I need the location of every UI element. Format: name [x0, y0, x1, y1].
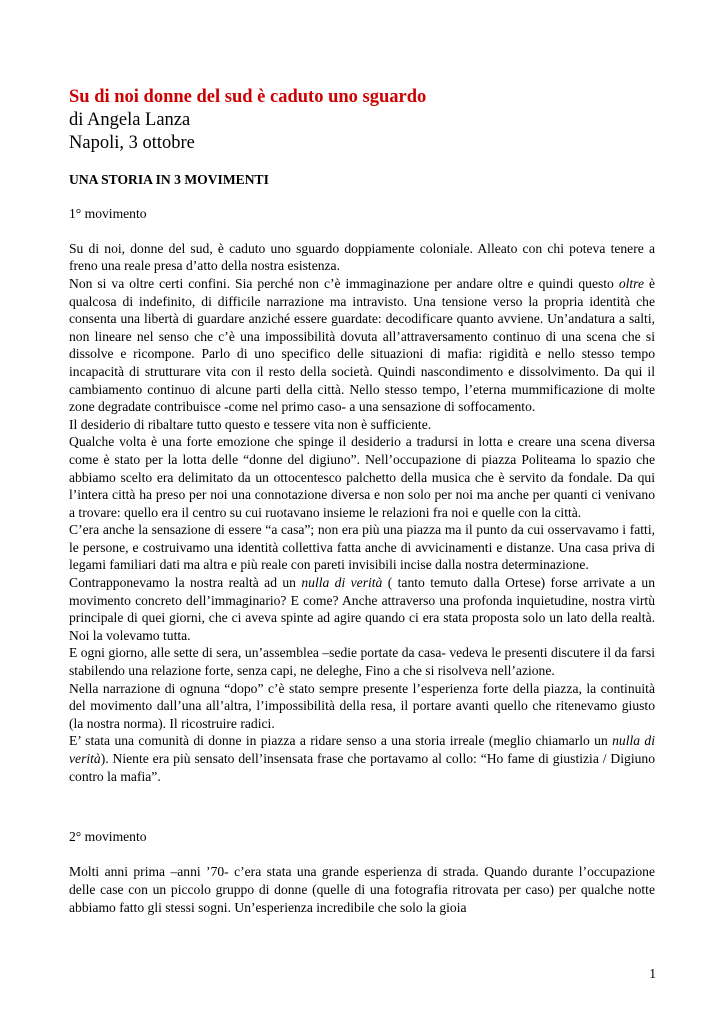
movement-2-heading: 2° movimento: [69, 829, 147, 845]
paragraph: C’era anche la sensazione di essere “a casa”; non era più una piazza ma il punto da cui osservavamo i fatti, le persone, e costruivamo una identità collettiva fatta anche di avvicinamenti e distanze. Una casa priva di legami familiari dati ma altra e più reale con pareti invisibili incise dalla nostra determinazione.: [69, 522, 655, 573]
paragraph: Il desiderio di ribaltare tutto questo e tessere vita non è sufficiente.: [69, 416, 432, 432]
emphasis: oltre: [618, 275, 644, 291]
paragraph: Nella narrazione di ognuna “dopo” c’è stato sempre presente l’esperienza forte della piazza, la continuità del movimento dall’una all’altra, l’impossibilità della resa, il portare avanti quello che ritenevamo giusto (la nostra norma). Il ricostruire radici.: [69, 680, 655, 731]
paragraph: E’ stata una comunità di donne in piazza a ridare senso a una storia irreale (meglio chiamarlo un nulla di verità). Niente era più sensato dell’insensata frase che portavamo al collo: “Ho fame di giustizia / Digiuno contro la mafia”.: [69, 733, 655, 784]
section-heading: UNA STORIA IN 3 MOVIMENTI: [69, 172, 269, 187]
document-title: Su di noi donne del sud è caduto uno sguardo: [69, 87, 427, 107]
document-body: [69, 86, 655, 916]
emphasis: nulla di verità: [301, 575, 383, 591]
emphasis: nulla di verità: [69, 733, 655, 766]
page-number: 1: [649, 966, 656, 981]
author-line: di Angela Lanza: [69, 110, 191, 130]
movement-1-heading: 1° movimento: [69, 205, 147, 221]
paragraph: Non si va oltre certi confini. Sia perché non c’è immaginazione per andare oltre e quindi questo oltre è qualcosa di indefinito, di difficile narrazione ma intravisto. Una tensione verso la propria identità che consenta una libertà di guardare anziché essere guardate: decodificare quanto avviene. Un’andatura a salti, non lineare nel senso che c’è una impossibilità dovuta all’attraversamento continuo di una scena che si dissolve e ricompone. Parlo di uno specifico delle situazioni di mafia: rigidità e nello stesso tempo incapacità di strutturare vita con il resto della società. Quindi nascondimento e dissolvimento. Da qui il cambiamento continuo di alcune parti della città. Nello stesso tempo, l’eterna mummificazione di molte zone degradate contribuisce -come nel primo caso- a una sensazione di soffocamento.: [69, 275, 655, 415]
paragraph: Qualche volta è una forte emozione che spinge il desiderio a tradursi in lotta e creare una scena diversa come è stato per la lotta delle “donne del digiuno”. Nell’occupazione di piazza Politeama lo spazio che abbiamo scelto era delimitato da un ottocentesco palchetto della musica che è servito da fondale. Da qui l’intera città ha preso per noi una connotazione diversa e non solo per noi ma anche per quanti ci venivano a trovare: quello era il centro su cui ruotavano insieme le relazioni fra noi e quelle con la città.: [69, 434, 655, 520]
paragraph: Su di noi, donne del sud, è caduto uno sguardo doppiamente coloniale. Alleato con chi poteva tenere a freno una reale presa d’atto della nostra esistenza.: [69, 240, 655, 274]
paragraph: E ogni giorno, alle sette di sera, un’assemblea –sedie portate da casa- vedeva le presenti discutere il da farsi stabilendo una relazione forte, senza capi, ne deleghe, Fino a che si risolveva nell’azione.: [69, 645, 655, 679]
place-date: Napoli, 3 ottobre: [69, 133, 195, 153]
paragraph: Molti anni prima –anni ’70- c’era stata una grande esperienza di strada. Quando durante l’occupazione delle case con un piccolo gruppo di donne (quelle di una fotografia ritrovata per caso) per qualche notte abbiamo fatto gli stessi sogni. Un’esperienza incredibile che solo la gioia: [69, 864, 655, 915]
paragraph: Contrapponevamo la nostra realtà ad un nulla di verità ( tanto temuto dalla Ortese) forse arrivate a un movimento concreto dell’immaginario? E come? Anche attraverso una profonda inquietudine, nostra virtù principale di quei giorni, che ci aveva spinte ad agire quando ci era stata proposta solo un lato della realtà. Noi la volevamo tutta.: [69, 575, 655, 643]
